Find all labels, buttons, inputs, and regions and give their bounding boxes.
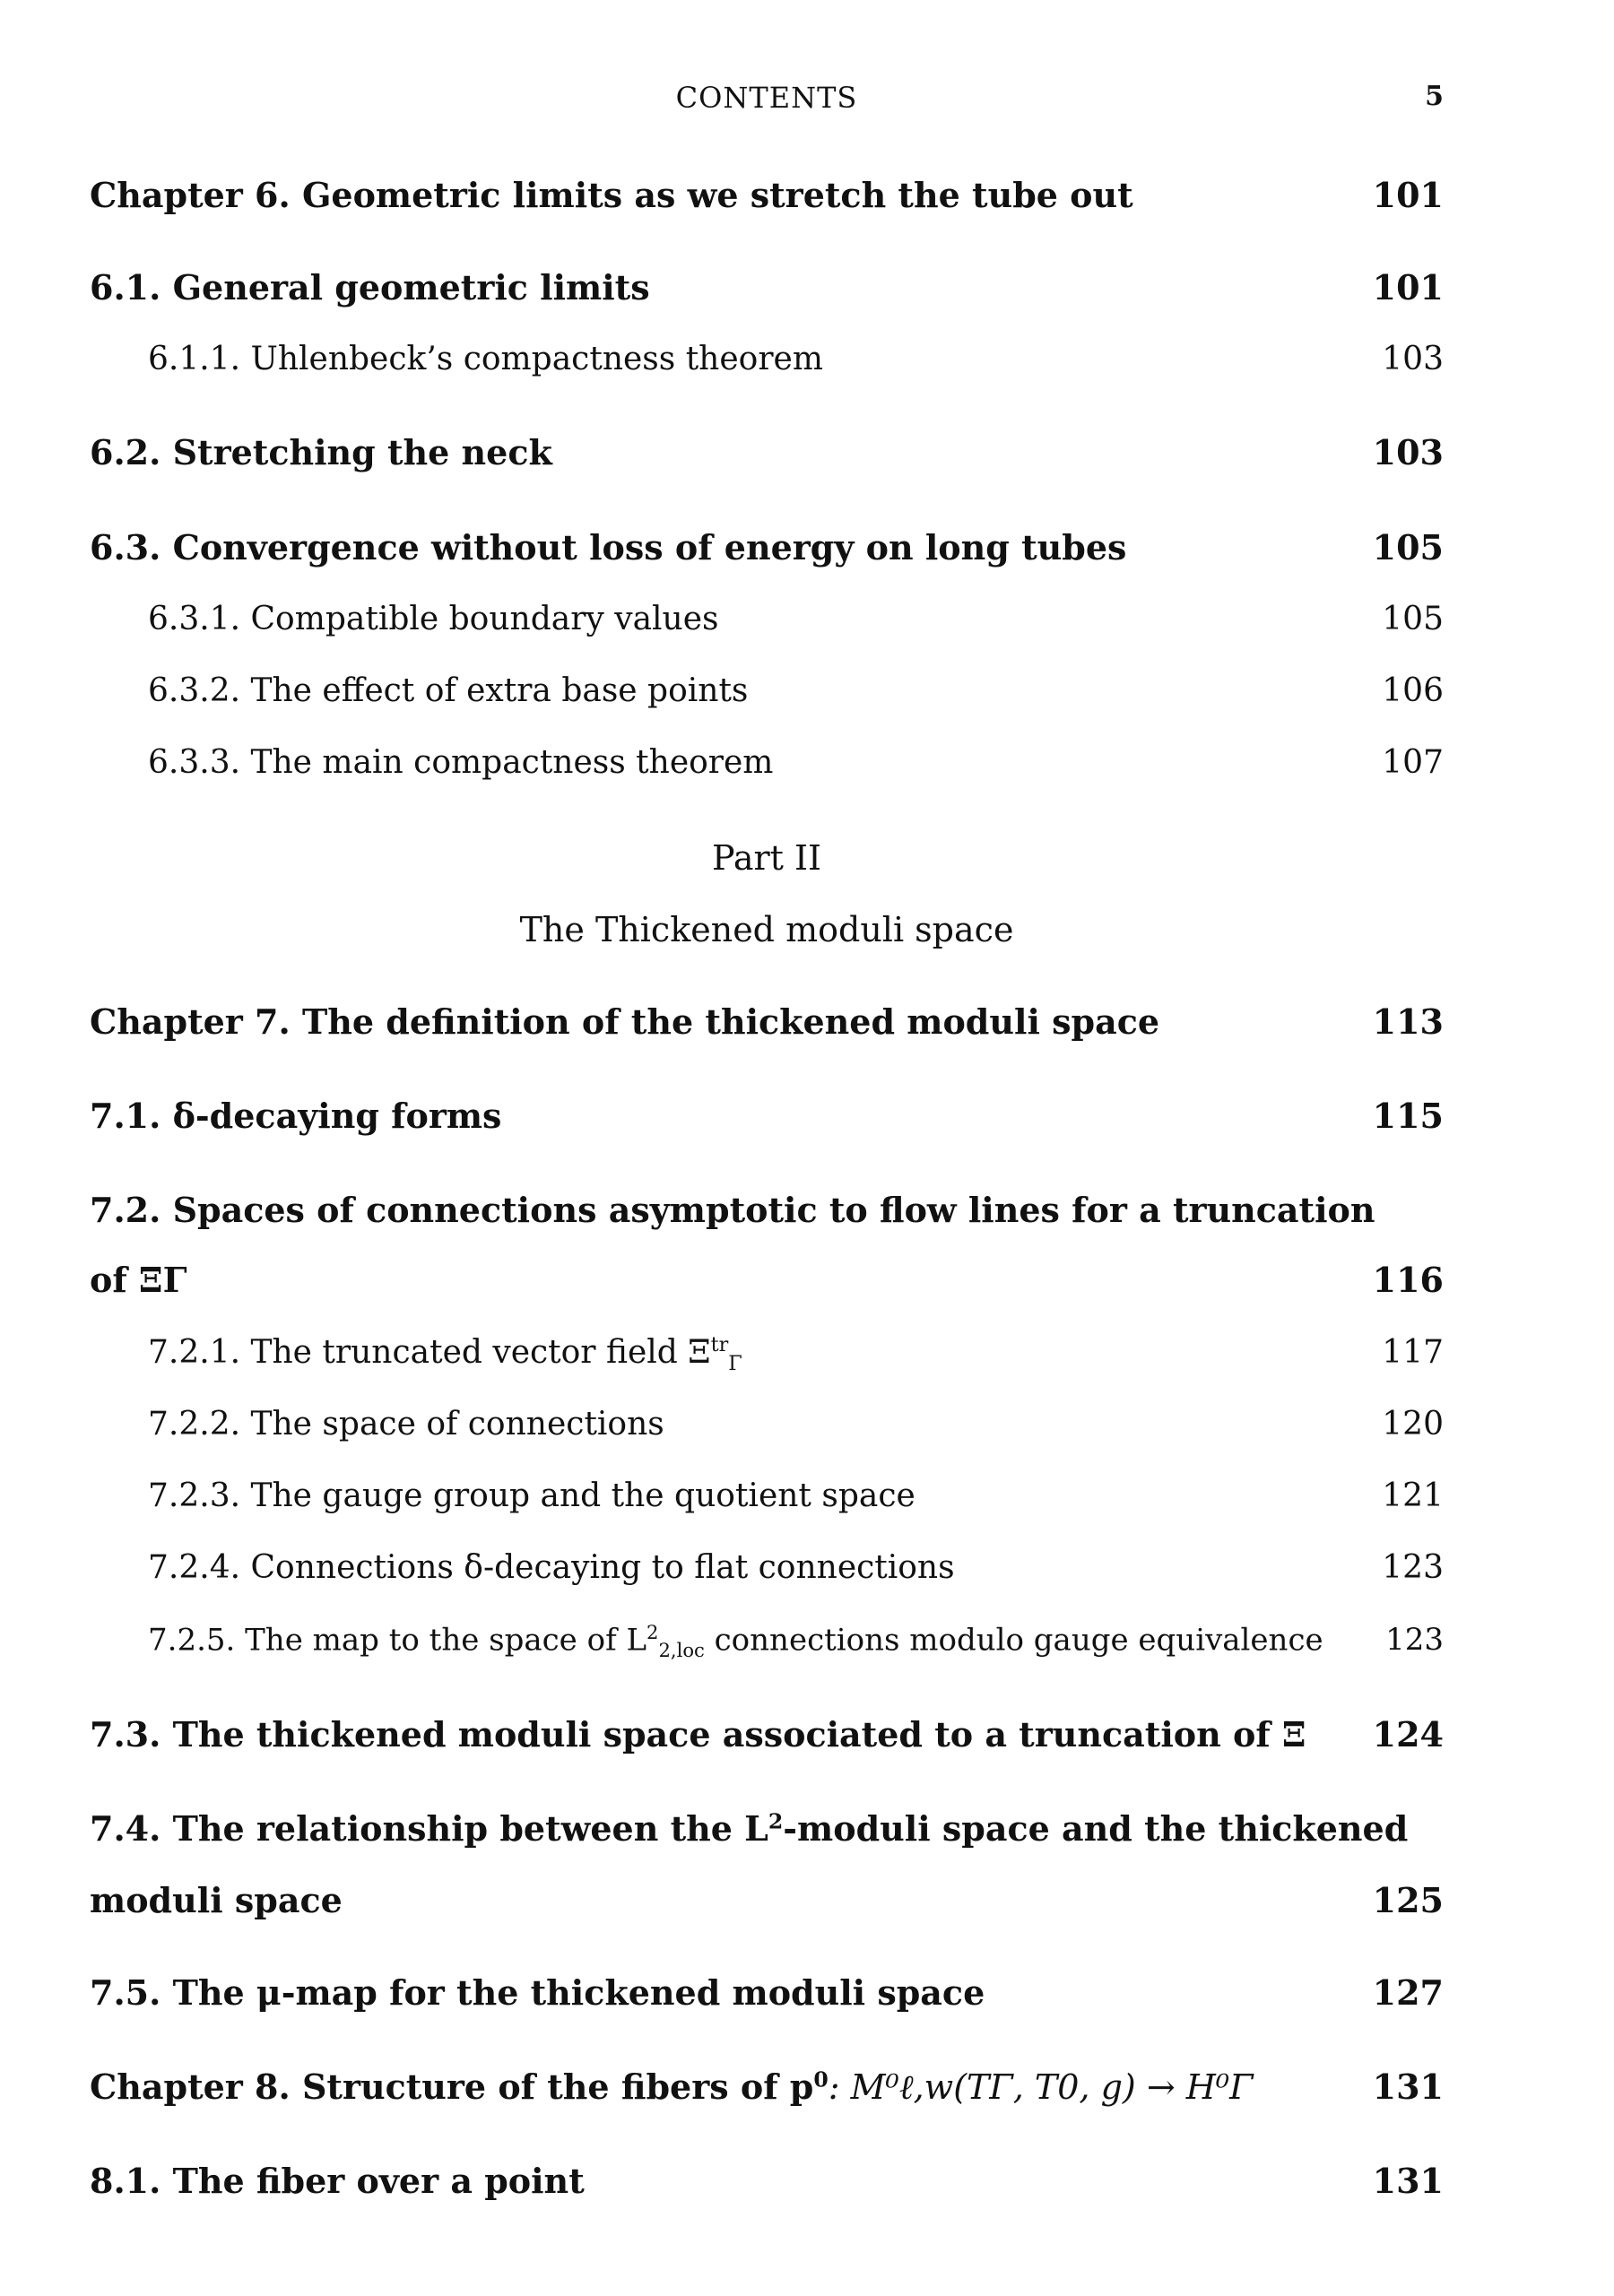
toc-entry-6-3-1[interactable] xyxy=(148,601,1444,637)
toc-entry-page: 101 xyxy=(1372,267,1444,308)
toc-entry-7-5[interactable] xyxy=(90,1972,1444,2013)
part-title: The Thickened moduli space xyxy=(519,910,1014,949)
toc-entry-7-4-cont[interactable] xyxy=(90,1880,1444,1920)
toc-entry-page: 103 xyxy=(1382,341,1444,377)
title-sup: 2 xyxy=(768,1808,784,1834)
toc-entry-title: Chapter 6. Geometric limits as we stretch the tube out xyxy=(90,175,1133,215)
toc-entry-7-2-1[interactable] xyxy=(148,1333,1444,1375)
toc-entry-6-1[interactable] xyxy=(90,267,1444,308)
toc-entry-title: 6.1. General geometric limits xyxy=(90,267,650,308)
toc-entry-page: 105 xyxy=(1372,527,1444,568)
toc-entry-title xyxy=(148,1333,742,1375)
toc-entry-title: of ΞΓ xyxy=(90,1260,187,1300)
toc-entry-6-3-3[interactable] xyxy=(148,744,1444,781)
toc-entry-chapter-8[interactable] xyxy=(90,2066,1444,2108)
toc-entry-page: 120 xyxy=(1382,1406,1444,1443)
page-number: 5 xyxy=(1425,81,1444,112)
toc-entry-title xyxy=(90,1808,1408,1849)
toc-entry-title: 7.3. The thickened moduli space associated to a truncation of Ξ xyxy=(90,1714,1306,1754)
toc-entry-title: 7.2. Spaces of connections asymptotic to flow lines for a truncation xyxy=(90,1190,1375,1230)
page-header xyxy=(90,81,1444,126)
toc-entry-7-4[interactable] xyxy=(90,1808,1444,1849)
toc-entry-title: 6.3. Convergence without loss of energy on long tubes xyxy=(90,527,1127,568)
toc-entry-page: 127 xyxy=(1372,1972,1444,2013)
toc-entry-chapter-7[interactable] xyxy=(90,1001,1444,1042)
title-sub: Γ xyxy=(728,1352,742,1376)
toc-entry-title: 6.3.3. The main compactness theorem xyxy=(148,744,774,781)
toc-entry-7-2-cont[interactable] xyxy=(90,1260,1444,1300)
toc-entry-page: 116 xyxy=(1372,1260,1444,1300)
toc-entry-page: 101 xyxy=(1372,175,1444,215)
toc-entry-title: 6.1.1. Uhlenbeck’s compactness theorem xyxy=(148,341,823,377)
toc-entry-6-3-2[interactable] xyxy=(148,672,1444,709)
title-text: 7.2.5. The map to the space of L xyxy=(148,1622,647,1659)
toc-entry-6-2[interactable] xyxy=(90,432,1444,472)
toc-entry-title: 8.1. The fiber over a point xyxy=(90,2161,585,2201)
toc-entry-title: 7.5. The μ-map for the thickened moduli space xyxy=(90,1972,985,2013)
toc-entry-8-1[interactable] xyxy=(90,2161,1444,2201)
toc-entry-page: 115 xyxy=(1372,1096,1444,1136)
toc-entry-page: 131 xyxy=(1372,2161,1444,2201)
toc-entry-title xyxy=(148,1621,1323,1661)
title-text: Chapter 8. Structure of the fibers of p xyxy=(90,2066,814,2107)
toc-entry-page: 123 xyxy=(1385,1622,1444,1659)
title-text: 7.4. The relationship between the L xyxy=(90,1808,768,1849)
toc-entry-7-3[interactable] xyxy=(90,1714,1444,1754)
title-tail: -moduli space and the thickened xyxy=(783,1808,1409,1849)
title-sub: 2,loc xyxy=(658,1639,705,1662)
toc-entry-title: 6.3.2. The effect of extra base points xyxy=(148,672,749,709)
toc-entry-chapter-6[interactable] xyxy=(90,175,1444,215)
toc-entry-page: 117 xyxy=(1382,1334,1444,1371)
title-sup: 2 xyxy=(646,1621,659,1643)
toc-entry-title: Chapter 7. The definition of the thickened moduli space xyxy=(90,1001,1160,1042)
title-math: : M⁰ℓ,w(TΓ, T0, g) → H⁰Γ xyxy=(828,2067,1254,2107)
toc-entry-title xyxy=(90,2066,1253,2108)
toc-entry-title: 7.1. δ-decaying forms xyxy=(90,1096,502,1136)
title-text: 7.2.1. The truncated vector field Ξ xyxy=(148,1334,711,1371)
toc-entry-title: 6.3.1. Compatible boundary values xyxy=(148,601,719,637)
toc-entry-page: 103 xyxy=(1372,432,1444,472)
part-label: Part II xyxy=(711,838,822,878)
toc-entry-page: 106 xyxy=(1382,672,1444,709)
toc-entry-page: 107 xyxy=(1382,744,1444,781)
toc-entry-7-2-2[interactable] xyxy=(148,1406,1444,1443)
toc-entry-6-1-1[interactable] xyxy=(148,341,1444,377)
toc-entry-page: 121 xyxy=(1382,1477,1444,1514)
toc-entry-7-2-4[interactable] xyxy=(148,1549,1444,1586)
toc-entry-page: 131 xyxy=(1372,2066,1444,2107)
toc-entry-page: 124 xyxy=(1372,1714,1444,1754)
title-tail: connections modulo gauge equivalence xyxy=(704,1622,1323,1659)
toc-entry-title: 6.2. Stretching the neck xyxy=(90,432,552,472)
toc-entry-page: 125 xyxy=(1372,1880,1444,1920)
title-sup: tr xyxy=(710,1333,729,1356)
toc-entry-7-2-5[interactable] xyxy=(148,1621,1444,1661)
toc-entry-page: 105 xyxy=(1382,601,1444,637)
toc-entry-7-1[interactable] xyxy=(90,1096,1444,1136)
title-sup: 0 xyxy=(813,2066,829,2092)
toc-entry-page: 113 xyxy=(1372,1001,1444,1042)
toc-entry-title: 7.2.3. The gauge group and the quotient space xyxy=(148,1477,915,1514)
toc-entry-title: moduli space xyxy=(90,1880,343,1920)
toc-entry-7-2-3[interactable] xyxy=(148,1477,1444,1514)
toc-entry-7-2[interactable] xyxy=(90,1190,1444,1230)
toc-entry-6-3[interactable] xyxy=(90,527,1444,568)
toc-entry-page: 123 xyxy=(1382,1549,1444,1586)
toc-entry-title: 7.2.2. The space of connections xyxy=(148,1406,664,1443)
running-head: CONTENTS xyxy=(675,81,858,115)
toc-entry-title: 7.2.4. Connections δ-decaying to flat connections xyxy=(148,1549,955,1586)
